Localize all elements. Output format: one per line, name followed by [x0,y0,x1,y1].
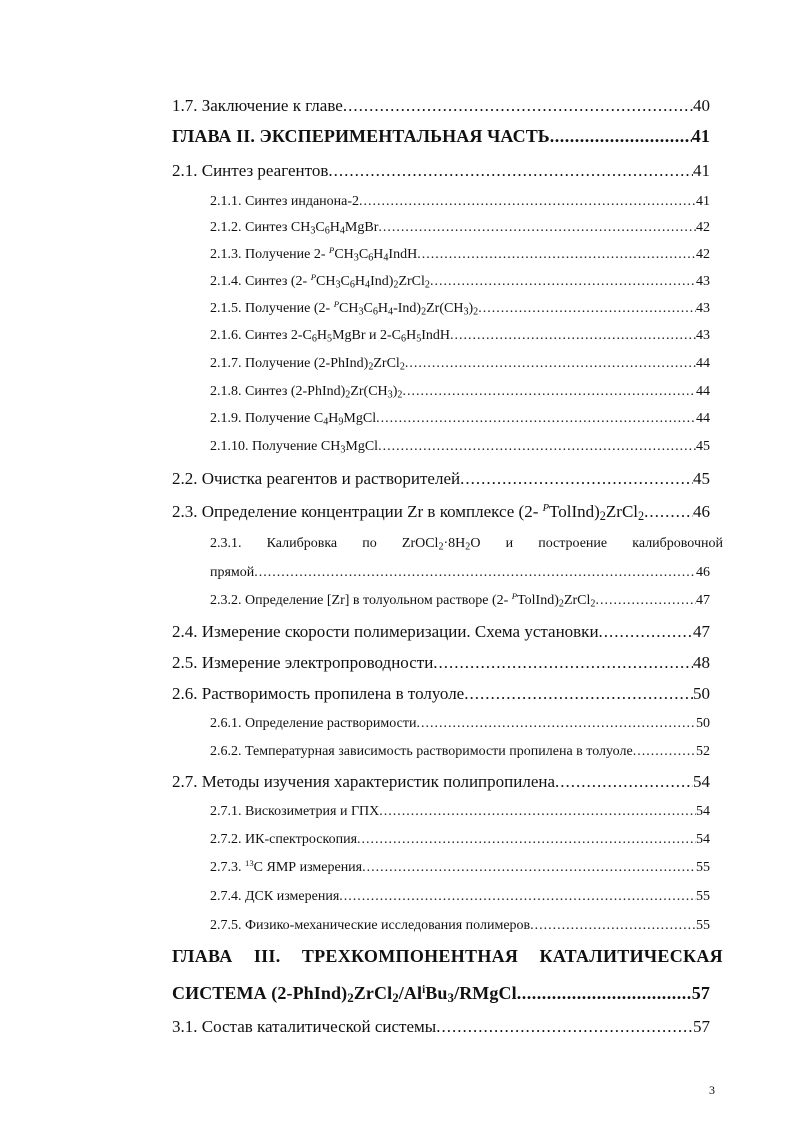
toc-entry-2-7-5: 2.7.5. Физико-механические исследования полимеров ..... 55 [210,918,710,934]
toc-entry-2-1-1: 2.1.1. Синтез инданона-2 ..... 41 [210,194,710,210]
toc-entry-2-2: 2.2. Очистка реагентов и растворителей ..... 45 [172,469,710,489]
toc-entry-1-7: 1.7. Заключение к главе ..... 40 [172,96,710,116]
toc-entry-2-1-9: 2.1.9. Получение $C_4H_9MgCl$ ..... 44 [210,411,710,427]
toc-entry-2-5: 2.5. Измерение электропроводности ..... 48 [172,653,710,673]
toc-entry-2-6-1: 2.6.1. Определение растворимости ..... 50 [210,716,710,732]
toc-entry-2-1-7: 2.1.7. Получение $(2-PhInd)_2ZrCl_2$ ..... 44 [210,356,710,372]
toc-entry-2-1-4: 2.1.4. Синтез (2- $^PCH_3C_6H_4Ind)_2ZrCl_2$ ..... 43 [210,274,710,290]
toc-entry-2-7-4: 2.7.4. ДСК измерения ..... 55 [210,889,710,905]
toc-entry-2-1-6: 2.1.6. Синтез $2-C_6H_5MgBr$ и $2-C_6H_5IndH$ ..... 43 [210,328,710,344]
toc-entry-2-7-3: 2.7.3. $^{13}$С ЯМР измерения ..... 55 [210,860,710,876]
toc-entry-2-1-3: 2.1.3. Получение 2- $^PCH_3C_6H_4IndH$ ..... 42 [210,247,710,263]
toc-entry-2-3-1-line-2: прямой ..... 46 [210,565,710,581]
toc-entry-2-3-2: 2.3.2. Определение [Zr] в толуольном растворе (2- $^PTolInd)_2ZrCl_2$ ..... 47 [210,593,710,609]
toc-entry-2-4: 2.4. Измерение скорости полимеризации. Схема установки ..... 47 [172,622,710,642]
toc-entry-2-1: 2.1. Синтез реагентов ..... 41 [172,161,710,181]
toc-entry-2-1-5: 2.1.5. Получение (2- $^PCH_3C_6H_4-Ind)_2Zr(CH_3)_2$ ..... 43 [210,301,710,317]
toc-entry-2-7: 2.7. Методы изучения характеристик полипропилена ..... 54 [172,772,710,792]
toc-entry-2-7-1: 2.7.1. Вискозиметрия и ГПХ ..... 54 [210,804,710,820]
toc-chapter-3-line-2: СИСТЕМА $(2-PhInd)_2ZrCl_2/Al^iBu_3$/RMgCl ..... 57 [172,983,710,1004]
toc-entry-2-1-10: 2.1.10. Получение $CH_3MgCl$ ..... 45 [210,439,710,455]
toc-entry-2-6-2: 2.6.2. Температурная зависимость растворимости пропилена в толуоле ..... 52 [210,744,710,760]
toc-chapter-2: ГЛАВА II. ЭКСПЕРИМЕНТАЛЬНАЯ ЧАСТЬ ..... 41 [172,126,710,147]
toc-entry-3-1: 3.1. Состав каталитической системы ..... 57 [172,1017,710,1037]
toc-entry-2-3-1-line-1: 2.3.1. Калибровка по $ZrOCl_2\cdot 8H_2O$ и построение калибровочной [210,536,723,553]
toc-chapter-3-line-1: ГЛАВА III. ТРЕХКОМПОНЕНТНАЯ КАТАЛИТИЧЕСКАЯ [172,946,723,966]
toc-entry-2-1-2: 2.1.2. Синтез $CH_3C_6H_4MgBr$ ..... 42 [210,220,710,236]
toc-entry-2-3: 2.3. Определение концентрации Zr в комплексе (2- $^PTolInd)_2ZrCl_2$ ..... 46 [172,502,710,522]
toc-entry-2-7-2: 2.7.2. ИК-спектроскопия ..... 54 [210,832,710,848]
page-number: 3 [709,1083,715,1097]
toc-entry-2-6: 2.6. Растворимость пропилена в толуоле ..... 50 [172,684,710,704]
toc-entry-2-1-8: 2.1.8. Синтез $(2-PhInd)_2Zr(CH_3)_2$ ..... 44 [210,384,710,400]
